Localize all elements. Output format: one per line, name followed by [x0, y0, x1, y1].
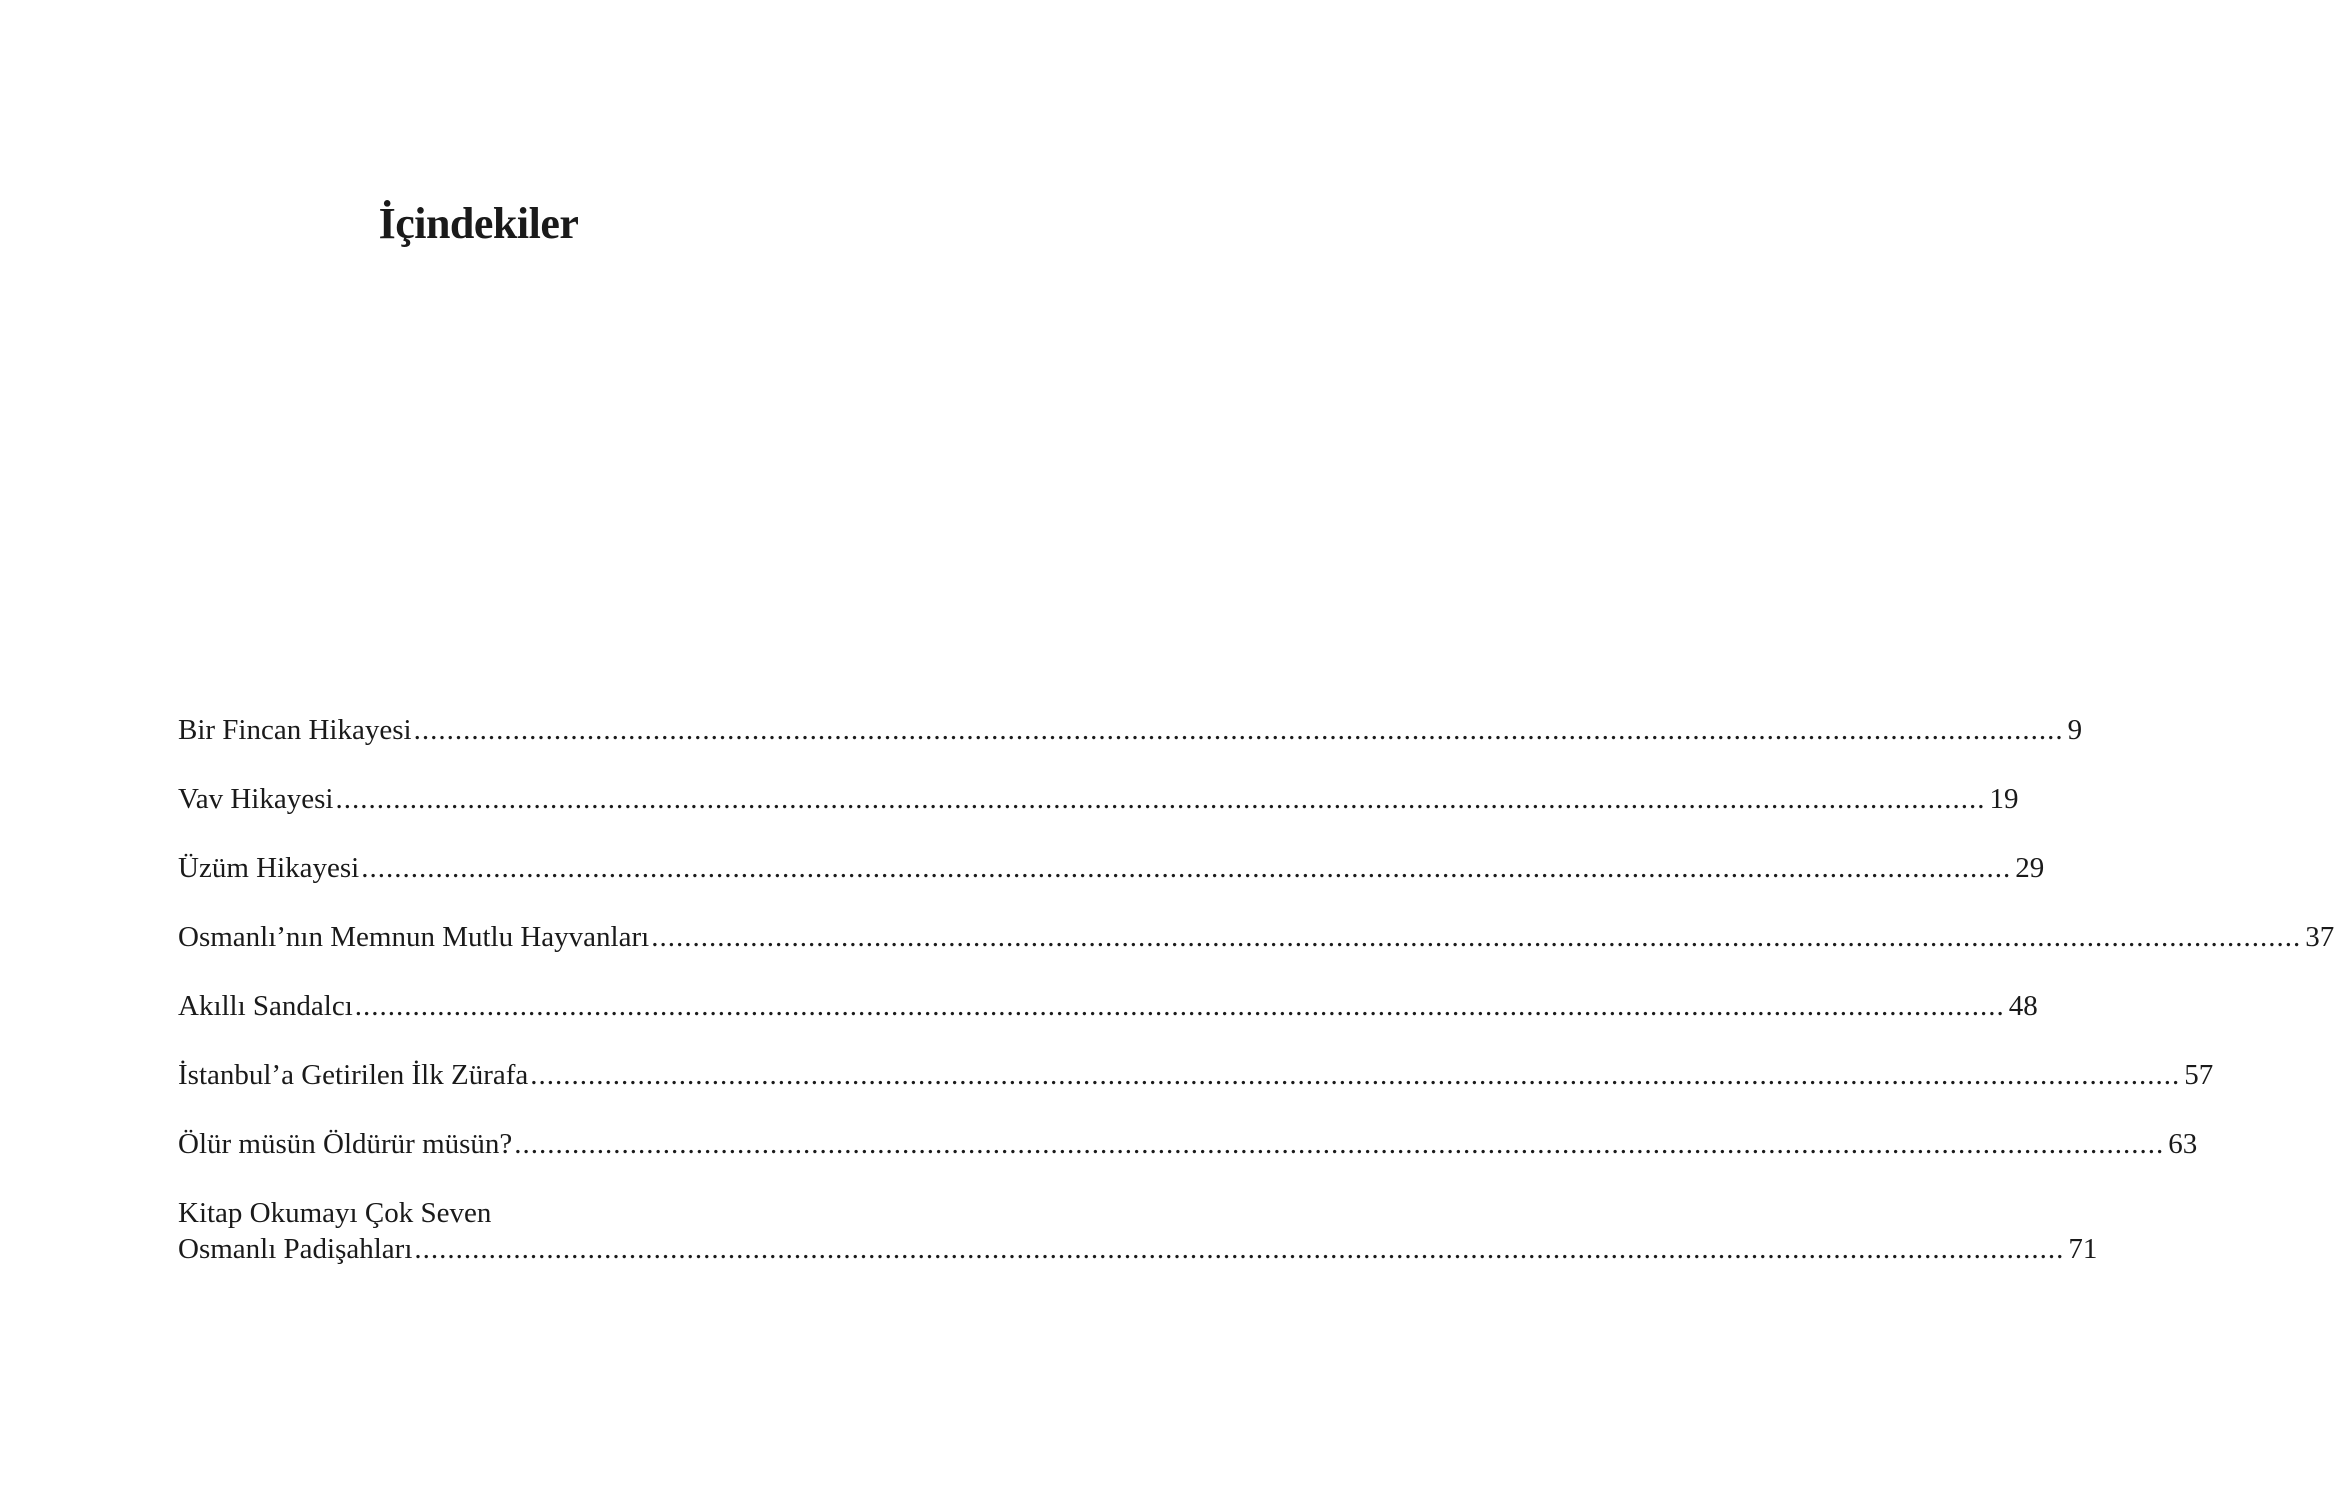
dot-leader: ........................................................................................................................................................................................................ — [354, 990, 2005, 1022]
toc-page-number: 37 — [2305, 921, 2334, 953]
toc-page-number: 57 — [2184, 1059, 2214, 1091]
dot-leader: ........................................................................................................................................................................................................ — [414, 1233, 2065, 1265]
toc-entry-title: Vav Hikayesi — [178, 783, 334, 815]
toc-entry-title-first-line: Kitap Okumayı Çok Seven — [178, 1197, 492, 1229]
toc-entry[interactable] — [178, 1195, 2098, 1267]
toc-entry[interactable] — [178, 1126, 2198, 1162]
toc-page-number: 48 — [2008, 990, 2038, 1022]
toc-entry-title: İstanbul’a Getirilen İlk Zürafa — [178, 1059, 529, 1091]
toc-entry[interactable] — [178, 712, 2083, 748]
toc-page-number: 9 — [2067, 714, 2083, 746]
toc-entry-title: Bir Fincan Hikayesi — [178, 714, 412, 746]
toc-page-number: 29 — [2015, 852, 2045, 884]
dot-leader: ........................................................................................................................................................................................................ — [413, 714, 2064, 746]
toc-page-number: 19 — [1989, 783, 2019, 815]
toc-entry[interactable] — [178, 988, 2038, 1024]
toc-entry-title: Osmanlı’nın Memnun Mutlu Hayvanları — [178, 921, 650, 953]
dot-leader: ........................................................................................................................................................................................................ — [530, 1059, 2181, 1091]
toc-entry[interactable] — [178, 781, 2019, 817]
table-of-contents — [178, 712, 2334, 1300]
toc-entry-title: Ölür müsün Öldürür müsün? — [178, 1128, 513, 1160]
toc-entry-title: Üzüm Hikayesi — [178, 852, 360, 884]
dot-leader: ........................................................................................................................................................................................................ — [651, 921, 2302, 953]
dot-leader: ........................................................................................................................................................................................................ — [514, 1128, 2165, 1160]
toc-entry[interactable] — [178, 850, 2045, 886]
toc-entry-title: Osmanlı Padişahları — [178, 1233, 413, 1265]
toc-entry[interactable] — [178, 919, 2334, 955]
dot-leader: ........................................................................................................................................................................................................ — [361, 852, 2012, 884]
toc-entry-title: Akıllı Sandalcı — [178, 990, 353, 1022]
page-title: İçindekiler — [378, 199, 579, 248]
dot-leader: ........................................................................................................................................................................................................ — [335, 783, 1986, 815]
toc-page-number: 71 — [2068, 1233, 2098, 1265]
toc-page-number: 63 — [2168, 1128, 2198, 1160]
toc-entry[interactable] — [178, 1057, 2214, 1093]
